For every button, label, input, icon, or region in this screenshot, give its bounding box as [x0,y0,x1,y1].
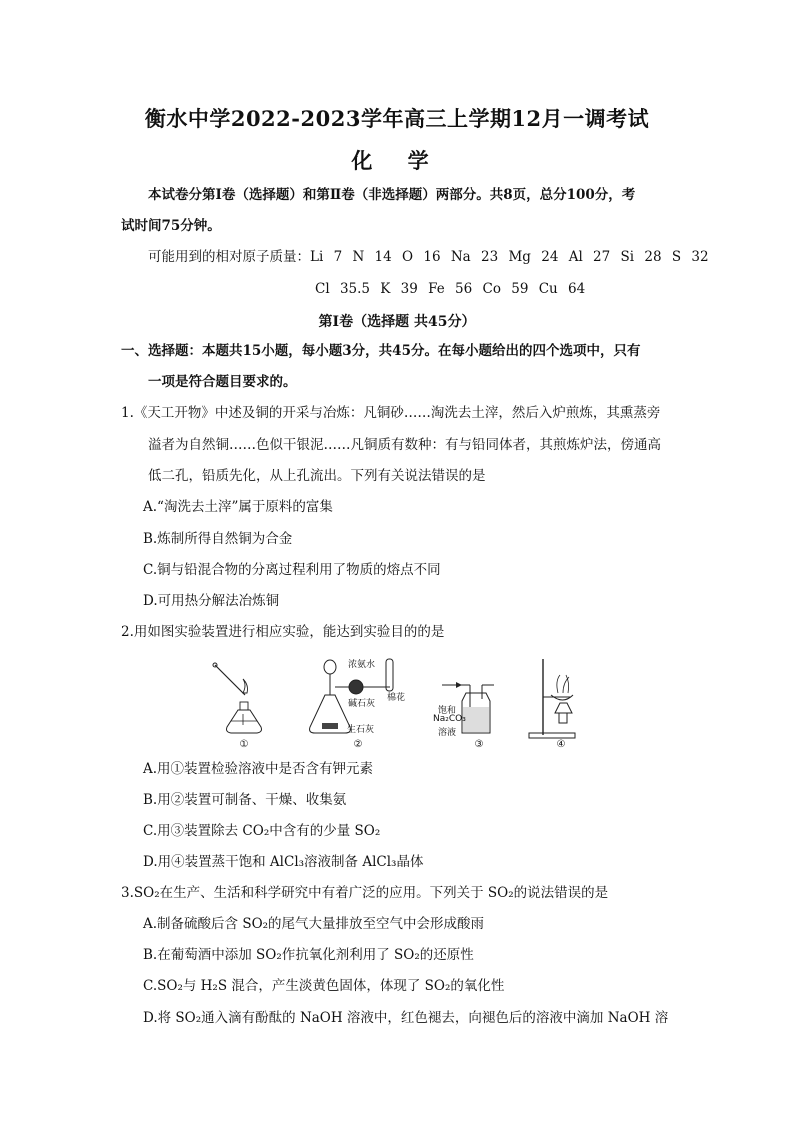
label-quicklime: 生石灰 [347,725,375,735]
label-sodium-carbonate: Na₂CO₃ [433,714,466,724]
label-concentrated-ammonia: 浓氨水 [348,660,376,670]
section-instruction-2: 一项是符合题目要求的。 [148,374,297,390]
q1-stem-line-2: 溢者为自然铜……色似干银泥……凡铜质有数种：有与铅同体者，其煎炼炉法，傍通高 [148,437,661,453]
apparatus-1 [205,657,275,742]
q2-option-b: B.用②装置可制备、干燥、收集氨 [143,792,347,808]
q1-stem-line-1: 1.《天工开物》中述及铜的开采与冶炼：凡铜砂……淘洗去土滓，然后入炉煎炼，其熏蒸旁 [121,405,661,421]
q1-option-a: A.“淘洗去土滓”属于原料的富集 [143,499,333,515]
evaporation-setup-drawing [523,657,593,742]
q2-apparatus-figure [205,657,595,752]
label-cotton: 棉花 [387,693,406,703]
label-solution: 溶液 [438,728,457,738]
intro-line-2: 试时间75分钟。 [121,218,221,234]
section-heading: 第Ⅰ卷（选择题 共45分） [318,314,476,330]
q1-option-c: C.铜与铅混合物的分离过程利用了物质的熔点不同 [143,562,441,578]
q3-stem: 3.SO₂在生产、生活和科学研究中有着广泛的应用。下列关于 SO₂的说法错误的是 [121,885,609,901]
label-apparatus-3: ③ [474,739,484,750]
q3-option-a: A.制备硫酸后含 SO₂的尾气大量排放至空气中会形成酸雨 [143,916,485,932]
intro-line-1: 本试卷分第Ⅰ卷（选择题）和第Ⅱ卷（非选择题）两部分。共8页，总分100分，考 [148,187,636,203]
q1-option-b: B.炼制所得自然铜为合金 [143,531,293,547]
q2-option-d: D.用④装置蒸干饱和 AlCl₃溶液制备 AlCl₃晶体 [143,854,424,870]
atomic-masses-line-1: 可能用到的相对原子质量：Li 7 N 14 O 16 Na 23 Mg 24 Al 27 Si 28 S 32 [148,249,709,265]
q2-option-a: A.用①装置检验溶液中是否含有钾元素 [143,761,374,777]
exam-title: 衡水中学2022-2023学年高三上学期12月一调考试 [144,106,650,131]
label-saturated: 饱和 [438,706,457,716]
section-instruction-1: 一、选择题：本题共15小题，每小题3分，共45分。在每小题给出的四个选项中，只有 [121,343,641,359]
q3-option-d: D.将 SO₂通入滴有酚酞的 NaOH 溶液中，红色褪去，向褪色后的溶液中滴加 NaOH 溶 [143,1010,669,1026]
label-soda-lime: 碱石灰 [348,699,376,709]
q1-stem-line-3: 低二孔，铅质先化，从上孔流出。下列有关说法错误的是 [148,468,486,484]
label-apparatus-4: ④ [556,739,566,750]
flame-test-drawing [205,657,275,742]
label-apparatus-2: ② [353,739,363,750]
label-apparatus-1: ① [239,739,249,750]
q2-stem: 2.用如图实验装置进行相应实验，能达到实验目的的是 [121,624,445,640]
q3-option-c: C.SO₂与 H₂S 混合，产生淡黄色固体，体现了 SO₂的氧化性 [143,978,505,994]
q3-option-b: B.在葡萄酒中添加 SO₂作抗氧化剂利用了 SO₂的还原性 [143,947,474,963]
apparatus-4 [523,657,593,742]
subject-title: 化 学 [351,148,443,173]
atomic-masses-line-2: Cl 35.5 K 39 Fe 56 Co 59 Cu 64 [315,281,586,297]
q1-option-d: D.可用热分解法冶炼铜 [143,593,280,609]
q2-option-c: C.用③装置除去 CO₂中含有的少量 SO₂ [143,823,381,839]
